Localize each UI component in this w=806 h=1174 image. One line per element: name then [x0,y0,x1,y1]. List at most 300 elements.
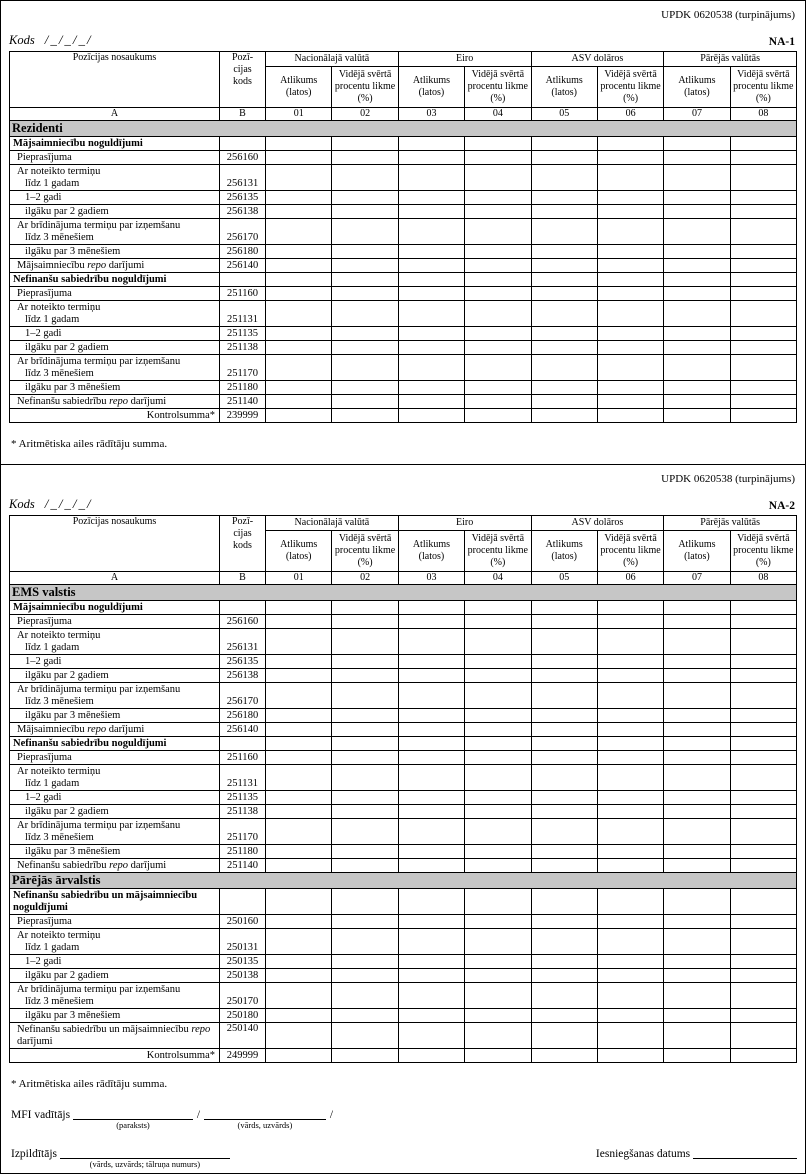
table-row [10,629,797,655]
table-row [10,1023,797,1049]
data-cell [332,889,398,915]
data-cell [664,137,730,151]
table-row [10,845,797,859]
data-cell [597,219,663,245]
data-cell [332,1009,398,1023]
column-code: B [220,572,266,585]
data-cell [266,683,332,709]
position-code: 251180 [220,381,266,395]
data-cell [730,709,796,723]
data-cell [597,805,663,819]
data-cell [398,327,464,341]
data-cell [597,165,663,191]
data-cell [266,191,332,205]
position-code [220,889,266,915]
data-cell [398,355,464,381]
position-label: Nefinanšu sabiedrību repo darījumi [10,859,220,873]
currency-group-header: Pārējās valūtās [664,516,797,531]
data-cell [664,915,730,929]
data-cell [664,245,730,259]
data-cell [266,287,332,301]
position-code: 249999 [220,1049,266,1063]
data-cell [465,915,531,929]
data-cell [266,1009,332,1023]
data-cell [332,219,398,245]
data-cell [730,983,796,1009]
data-cell [730,845,796,859]
data-cell [664,341,730,355]
data-cell [664,929,730,955]
position-label: Ar noteikto termiņu līdz 1 gadam [10,629,220,655]
data-cell [597,205,663,219]
data-cell [730,805,796,819]
col-header-balance: Atlikums (latos) [664,67,730,108]
table-row [10,615,797,629]
table-row [10,1009,797,1023]
table-row [10,601,797,615]
data-cell [531,165,597,191]
data-cell [332,683,398,709]
form-table-na2 [9,515,797,1063]
currency-group-header: Nacionālajā valūtā [266,516,399,531]
position-label: Pieprasījuma [10,915,220,929]
data-cell [531,205,597,219]
mfi-label: MFI vadītājs [11,1109,71,1121]
data-cell [465,969,531,983]
table-row [10,955,797,969]
kods-label: Kods [9,33,35,47]
data-cell [664,219,730,245]
vards-caption: (vārds, uzvārds) [237,1120,293,1130]
data-cell [531,819,597,845]
position-label: Kontrolsumma* [10,1049,220,1063]
column-code: 07 [664,108,730,121]
position-label: Pieprasījuma [10,287,220,301]
data-cell [531,409,597,423]
header-codes-row [10,108,797,121]
section-row [10,121,797,137]
data-cell [398,601,464,615]
data-cell [332,669,398,683]
data-cell [531,845,597,859]
data-cell [531,889,597,915]
data-cell [664,669,730,683]
data-cell [465,983,531,1009]
data-cell [332,615,398,629]
table-row [10,983,797,1009]
data-cell [266,381,332,395]
column-code: 08 [730,108,796,121]
data-cell [664,737,730,751]
col-header-balance: Atlikums (latos) [398,67,464,108]
data-cell [664,273,730,287]
data-cell [332,723,398,737]
position-code: 256160 [220,151,266,165]
table-row [10,341,797,355]
form-code-na2: NA-2 [768,500,795,512]
data-cell [398,191,464,205]
data-cell [465,805,531,819]
data-cell [465,1009,531,1023]
data-cell [266,355,332,381]
data-cell [531,273,597,287]
position-label: Mājsaimniecību repo darījumi [10,259,220,273]
data-cell [664,805,730,819]
data-cell [332,341,398,355]
data-cell [730,341,796,355]
data-cell [266,983,332,1009]
data-cell [730,205,796,219]
data-cell [398,791,464,805]
data-cell [531,259,597,273]
col-header-rate: Vidējā svērtā procentu likme (%) [730,531,796,572]
data-cell [465,1023,531,1049]
data-cell [266,341,332,355]
data-cell [398,395,464,409]
data-cell [664,983,730,1009]
data-cell [730,151,796,165]
position-code: 256180 [220,245,266,259]
data-cell [266,737,332,751]
table-row [10,1049,797,1063]
table-row [10,301,797,327]
data-cell [266,165,332,191]
data-cell [398,205,464,219]
signature-line [73,1108,193,1120]
data-cell [465,137,531,151]
data-cell [332,245,398,259]
data-cell [266,669,332,683]
data-cell [465,791,531,805]
table-row [10,395,797,409]
data-cell [398,929,464,955]
data-cell [597,929,663,955]
data-cell [398,165,464,191]
table-row [10,137,797,151]
data-cell [465,151,531,165]
data-cell [597,395,663,409]
position-code: 256135 [220,655,266,669]
position-code: 256138 [220,669,266,683]
data-cell [398,983,464,1009]
iesniegsanas-label: Iesniegšanas datums [595,1148,691,1160]
currency-group-header: ASV dolāros [531,516,664,531]
column-code: 01 [266,108,332,121]
position-label: Mājsaimniecību noguldījumi [10,137,220,151]
col-header-code: Pozī- cijas kods [220,52,266,108]
data-cell [465,655,531,669]
data-cell [332,929,398,955]
data-cell [398,137,464,151]
data-cell [730,629,796,655]
data-cell [332,765,398,791]
position-label: Ar brīdinājuma termiņu par izņemšanu līdz 3 mēnešiem [10,219,220,245]
data-cell [730,1049,796,1063]
table-row [10,287,797,301]
data-cell [332,859,398,873]
data-cell [531,395,597,409]
data-cell [531,301,597,327]
data-cell [398,751,464,765]
data-cell [465,723,531,737]
position-code: 250140 [220,1023,266,1049]
data-cell [730,601,796,615]
table-row [10,765,797,791]
currency-group-header: Nacionālajā valūtā [266,52,399,67]
position-code: 256138 [220,205,266,219]
data-cell [730,395,796,409]
col-header-balance: Atlikums (latos) [664,531,730,572]
position-code: 251180 [220,845,266,859]
data-cell [531,737,597,751]
table-row [10,819,797,845]
position-code [220,737,266,751]
data-cell [730,969,796,983]
data-cell [664,723,730,737]
data-cell [664,409,730,423]
col-header-rate: Vidējā svērtā procentu likme (%) [332,531,398,572]
data-cell [597,629,663,655]
position-code: 251170 [220,819,266,845]
section-label: EMS valstis [10,585,797,601]
position-label: ilgāku par 3 mēnešiem [10,381,220,395]
sheet-na1 [1,1,805,465]
data-cell [266,245,332,259]
data-cell [398,819,464,845]
executor-row [11,1147,797,1170]
column-code: 07 [664,572,730,585]
data-cell [664,355,730,381]
data-cell [664,301,730,327]
data-cell [332,751,398,765]
data-cell [730,1009,796,1023]
data-cell [531,219,597,245]
data-cell [664,601,730,615]
data-cell [730,259,796,273]
kods-boxes: /_/_/_/ [44,32,93,47]
data-cell [398,409,464,423]
data-cell [730,683,796,709]
col-header-name: Pozīcijas nosaukums [10,516,220,572]
updk-header: UPDK 0620538 (turpinājums) [661,9,795,21]
data-cell [332,165,398,191]
data-cell [398,1023,464,1049]
data-cell [465,1049,531,1063]
data-cell [730,723,796,737]
col-header-rate: Vidējā svērtā procentu likme (%) [597,531,663,572]
position-code: 256140 [220,259,266,273]
position-code: 256180 [220,709,266,723]
data-cell [597,137,663,151]
data-cell [531,601,597,615]
data-cell [398,245,464,259]
data-cell [597,1023,663,1049]
data-cell [597,859,663,873]
section-row [10,585,797,601]
data-cell [266,301,332,327]
data-cell [664,1023,730,1049]
data-cell [597,327,663,341]
data-cell [597,737,663,751]
data-cell [398,889,464,915]
data-cell [266,859,332,873]
data-cell [531,287,597,301]
column-code: 05 [531,572,597,585]
position-label: Mājsaimniecību noguldījumi [10,601,220,615]
position-code: 256170 [220,683,266,709]
data-cell [664,889,730,915]
data-cell [266,723,332,737]
data-cell [597,355,663,381]
data-cell [730,615,796,629]
data-cell [398,287,464,301]
position-label: Ar brīdinājuma termiņu par izņemšanu līdz 3 mēnešiem [10,983,220,1009]
data-cell [531,1049,597,1063]
data-cell [266,259,332,273]
data-cell [664,791,730,805]
column-code: 01 [266,572,332,585]
data-cell [730,137,796,151]
izpilditajs-label: Izpildītājs [11,1148,57,1160]
data-cell [531,669,597,683]
data-cell [664,859,730,873]
data-cell [597,669,663,683]
data-cell [465,955,531,969]
data-cell [332,1049,398,1063]
data-cell [465,205,531,219]
data-cell [730,1023,796,1049]
data-cell [531,137,597,151]
table-row [10,751,797,765]
table-row [10,355,797,381]
data-cell [664,819,730,845]
data-cell [664,969,730,983]
position-code: 251160 [220,287,266,301]
data-cell [332,409,398,423]
col-header-rate: Vidējā svērtā procentu likme (%) [465,531,531,572]
position-code: 251138 [220,805,266,819]
table-row [10,859,797,873]
table-row [10,969,797,983]
signature-line [60,1147,230,1159]
data-cell [332,819,398,845]
data-cell [398,709,464,723]
data-cell [597,301,663,327]
data-cell [266,655,332,669]
data-cell [332,259,398,273]
position-code: 251135 [220,791,266,805]
data-cell [597,341,663,355]
data-cell [730,655,796,669]
position-label: ilgāku par 3 mēnešiem [10,709,220,723]
table-row [10,205,797,219]
data-cell [531,751,597,765]
data-cell [398,273,464,287]
position-label: Kontrolsumma* [10,409,220,423]
data-cell [266,929,332,955]
data-cell [266,151,332,165]
data-cell [332,301,398,327]
column-code: 02 [332,108,398,121]
data-cell [664,1049,730,1063]
data-cell [465,629,531,655]
data-cell [332,327,398,341]
data-cell [664,191,730,205]
data-cell [465,889,531,915]
table-row [10,929,797,955]
data-cell [730,327,796,341]
data-cell [266,1049,332,1063]
data-cell [266,395,332,409]
table-row [10,245,797,259]
executor-group [11,1147,230,1170]
data-cell [531,709,597,723]
data-cell [332,191,398,205]
position-code: 256131 [220,165,266,191]
position-code: 250170 [220,983,266,1009]
data-cell [266,819,332,845]
data-cell [465,355,531,381]
data-cell [465,327,531,341]
data-cell [465,929,531,955]
data-cell [266,615,332,629]
data-cell [398,629,464,655]
data-cell [597,969,663,983]
data-cell [531,151,597,165]
col-header-rate: Vidējā svērtā procentu likme (%) [597,67,663,108]
position-label: 1–2 gadi [10,791,220,805]
data-cell [332,915,398,929]
data-cell [332,151,398,165]
data-cell [398,219,464,245]
data-cell [332,395,398,409]
table-row [10,709,797,723]
position-label: ilgāku par 2 gadiem [10,805,220,819]
column-code: 04 [465,108,531,121]
data-cell [266,955,332,969]
position-label: Pieprasījuma [10,751,220,765]
col-header-rate: Vidējā svērtā procentu likme (%) [332,67,398,108]
section-row [10,873,797,889]
position-code: 251140 [220,859,266,873]
data-cell [730,381,796,395]
col-header-balance: Atlikums (latos) [266,67,332,108]
position-label: 1–2 gadi [10,655,220,669]
data-cell [597,889,663,915]
data-cell [531,355,597,381]
data-cell [531,191,597,205]
data-cell [531,629,597,655]
position-code: 250138 [220,969,266,983]
data-cell [664,395,730,409]
column-code: 03 [398,108,464,121]
column-code: 08 [730,572,796,585]
data-cell [531,929,597,955]
column-code: 03 [398,572,464,585]
table-row [10,683,797,709]
data-cell [597,983,663,1009]
data-cell [597,845,663,859]
data-cell [398,955,464,969]
data-cell [730,955,796,969]
data-cell [664,381,730,395]
data-cell [465,259,531,273]
position-label: 1–2 gadi [10,191,220,205]
data-cell [266,327,332,341]
position-label: ilgāku par 2 gadiem [10,341,220,355]
data-cell [332,983,398,1009]
data-cell [465,245,531,259]
